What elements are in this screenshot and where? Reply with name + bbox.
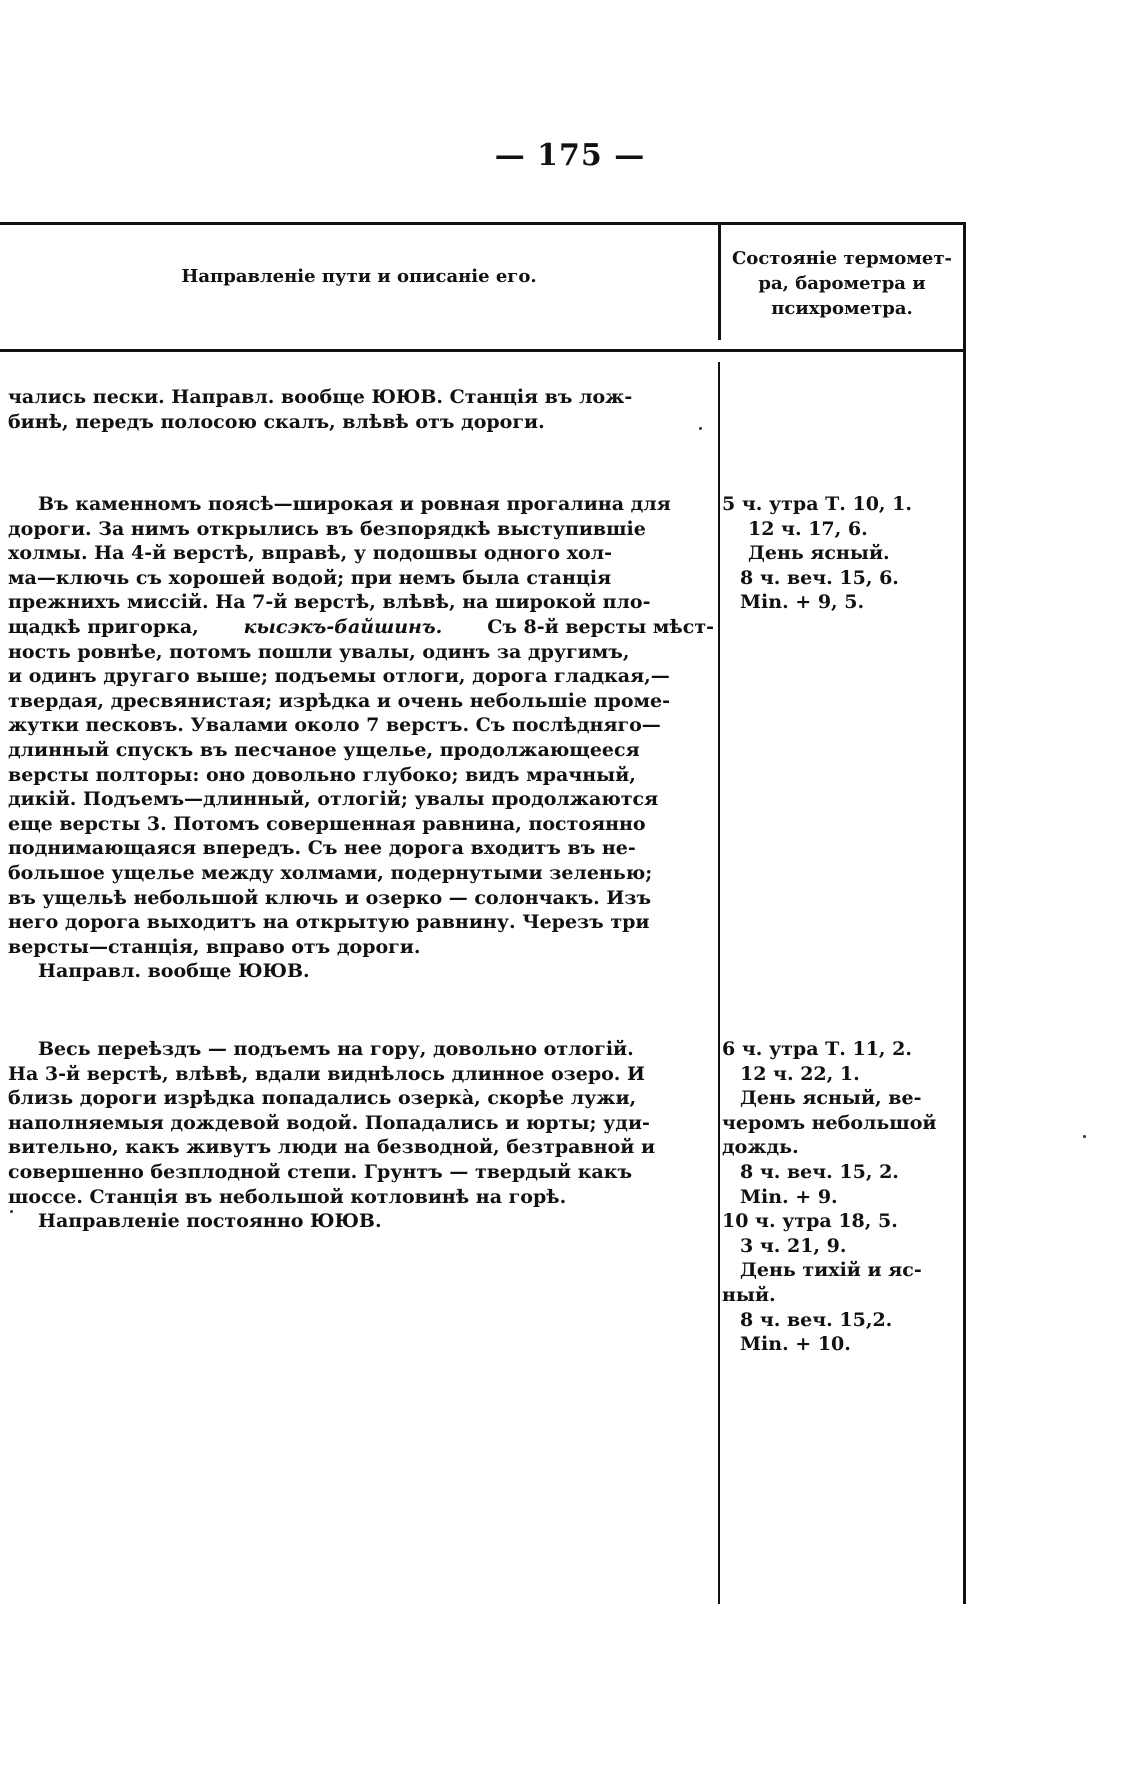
description-line: версты—станція, вправо отъ дороги. <box>8 935 421 958</box>
observation-line: 8 ч. веч. 15,2. <box>740 1308 893 1331</box>
print-speck <box>1083 1135 1086 1138</box>
description-line: Въ каменномъ поясѣ—широкая и ровная прогалина для <box>38 493 671 515</box>
observation-line: 10 ч. утра 18, 5. <box>722 1210 898 1233</box>
description-line: поднимающаяся впередъ. Съ нее дорога входитъ въ не- <box>8 837 636 860</box>
observation-line: черомъ небольшой <box>722 1111 937 1134</box>
description-line: ность ровнѣе, потомъ пошли увалы, одинъ за другимъ, <box>8 640 630 663</box>
description-line: и одинъ другаго выше; подъемы отлоги, дорога гладкая,— <box>8 665 670 688</box>
observations-entry-2 <box>722 492 962 615</box>
instrument-header-line: психрометра. <box>771 298 913 319</box>
print-speck <box>699 427 702 430</box>
instrument-column-header <box>722 246 962 321</box>
body-column-divider <box>718 362 720 1604</box>
observation-line: 8 ч. веч. 15, 2. <box>740 1160 899 1183</box>
place-name: кысэкъ-байшинъ. <box>243 615 443 638</box>
table-top-rule <box>0 222 966 225</box>
route-column-header: Направленіе пути и описаніе его. <box>181 266 537 287</box>
direction-line: Направленіе постоянно ЮЮВ. <box>38 1210 382 1233</box>
observation-line: День тихій и яс- <box>740 1259 922 1282</box>
observation-line: День ясный. <box>748 542 890 565</box>
description-line: наполняемыя дождевой водой. Попадались и юрты; уди- <box>8 1111 650 1134</box>
observation-line: 12 ч. 17, 6. <box>748 517 868 540</box>
description-line: большое ущелье между холмами, подернутыми зеленью; <box>8 861 653 884</box>
description-line: жутки песковъ. Увалами около 7 верстъ. Съ послѣдняго— <box>8 714 661 737</box>
page-number: — 175 — <box>494 138 646 173</box>
observation-line: дождь. <box>722 1136 799 1159</box>
description-line: близь дороги изрѣдка попадались озеркà, скорѣе лужи, <box>8 1087 637 1110</box>
route-entry-2 <box>8 492 714 984</box>
instrument-header-line: ра, барометра и <box>758 273 926 294</box>
observation-line: 5 ч. утра Т. 10, 1. <box>722 493 912 515</box>
description-fragment: Съ 8-й версты мѣст- <box>487 615 714 638</box>
observation-line: 12 ч. 22, 1. <box>740 1062 860 1085</box>
observation-line: 3 ч. 21, 9. <box>740 1234 847 1257</box>
observation-line: ный. <box>722 1283 776 1306</box>
direction-line: Направл. вообще ЮЮВ. <box>38 960 310 983</box>
description-line: еще версты 3. Потомъ совершенная равнина, постоянно <box>8 812 646 835</box>
description-line: твердая, дресвянистая; изрѣдка и очень небольшіе проме- <box>8 689 671 712</box>
description-line: дороги. За нимъ открылись въ безпорядкѣ выступившіе <box>8 517 646 540</box>
header-column-divider <box>718 222 721 340</box>
observation-line: Min. + 9, 5. <box>740 591 865 614</box>
description-line: длинный спускъ въ песчаное ущелье, продолжающееся <box>8 738 640 761</box>
description-line: чались пески. Направл. вообще ЮЮВ. Станція въ лож- <box>8 386 633 408</box>
header-bottom-rule <box>0 349 966 352</box>
description-line: дикій. Подъемъ—длинный, отлогій; увалы продолжаются <box>8 788 659 811</box>
description-line: ма—ключь съ хорошей водой; при немъ была станція <box>8 566 612 589</box>
observations-entry-3 <box>722 1037 962 1357</box>
description-fragment: щадкѣ пригорка, <box>8 615 199 638</box>
description-line: На 3-й верстѣ, влѣвѣ, вдали виднѣлось длинное озеро. И <box>8 1062 645 1085</box>
print-speck <box>10 1210 13 1213</box>
table-right-rule <box>963 222 966 1604</box>
observation-line: Min. + 10. <box>740 1333 851 1356</box>
route-entry-3 <box>8 1037 714 1234</box>
observation-line: 8 ч. веч. 15, 6. <box>740 566 899 589</box>
description-line: прежнихъ миссій. На 7-й верстѣ, влѣвѣ, на широкой пло- <box>8 591 651 614</box>
description-line: бинѣ, передъ полосою скалъ, влѣвѣ отъ дороги. <box>8 410 545 433</box>
description-line: шоссе. Станція въ небольшой котловинѣ на горѣ. <box>8 1185 567 1208</box>
description-line: него дорога выходитъ на открытую равнину. Черезъ три <box>8 911 650 934</box>
description-line: совершенно безплодной степи. Грунтъ — твердый какъ <box>8 1160 633 1183</box>
description-line <box>8 615 714 640</box>
instrument-header-line: Состояніе термомет- <box>731 248 953 269</box>
observation-line: День ясный, ве- <box>740 1087 922 1110</box>
observation-line: Min. + 9. <box>740 1185 838 1208</box>
route-entry-1 <box>8 385 714 434</box>
description-line: холмы. На 4-й верстѣ, вправѣ, у подошвы одного хол- <box>8 542 612 565</box>
description-line: вительно, какъ живутъ люди на безводной, безтравной и <box>8 1136 656 1159</box>
description-line: версты полторы: оно довольно глубоко; видъ мрачный, <box>8 763 636 786</box>
description-line: Весь переѣздъ — подъемъ на гору, довольно отлогій. <box>38 1038 634 1060</box>
description-line: въ ущельѣ небольшой ключь и озерко — солончакъ. Изъ <box>8 886 652 909</box>
observation-line: 6 ч. утра Т. 11, 2. <box>722 1038 912 1060</box>
